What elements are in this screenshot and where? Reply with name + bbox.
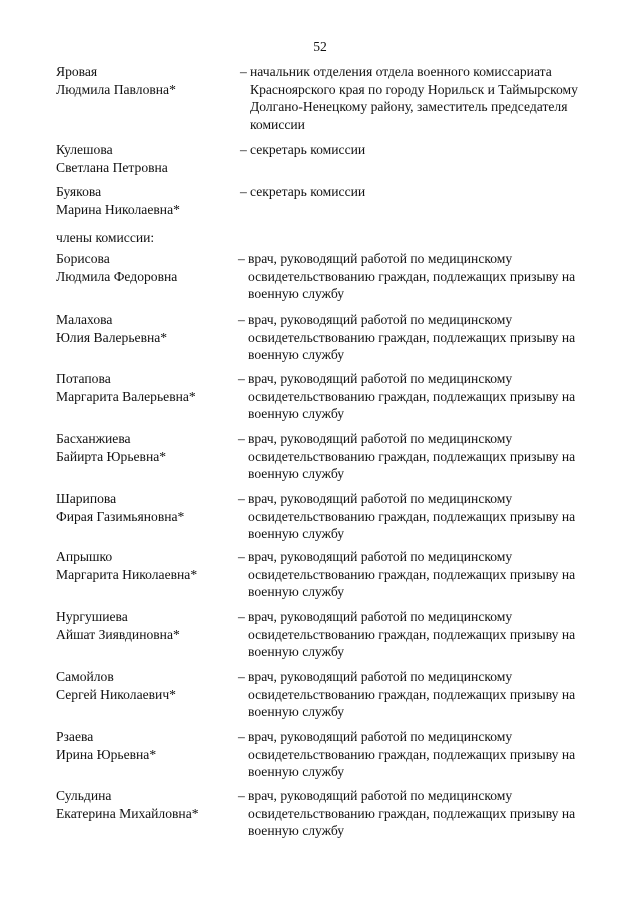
person-role-text: врач, руководящий работой по медицинскому освидетельствованию граждан, подлежащих призыву на военную службу — [248, 788, 576, 838]
person-role — [238, 311, 598, 364]
person-name — [56, 311, 238, 346]
person-role-text: врач, руководящий работой по медицинскому освидетельствованию граждан, подлежащих призыву на военную службу — [248, 729, 576, 779]
person-name — [56, 787, 238, 822]
person-surname: Малахова — [56, 312, 113, 327]
person-given-name: Людмила Федоровна — [56, 268, 178, 284]
dash-glyph: – — [238, 431, 245, 446]
person-given-name: Юлия Валерьевна* — [56, 329, 168, 345]
person-name — [56, 141, 238, 176]
person-given-name: Байирта Юрьевна* — [56, 448, 167, 464]
person-name — [56, 668, 238, 703]
person-role — [238, 728, 598, 781]
person-given-name: Ирина Юрьевна* — [56, 746, 157, 762]
person-surname: Потапова — [56, 371, 111, 386]
person-role — [238, 787, 598, 840]
dash-glyph: – — [238, 669, 245, 684]
person-role — [238, 370, 598, 423]
person-role-text: врач, руководящий работой по медицинскому освидетельствованию граждан, подлежащих призыву на военную службу — [248, 491, 576, 541]
person-surname: Рзаева — [56, 729, 94, 744]
person-surname: Нургушиева — [56, 609, 128, 624]
dash-glyph: – — [238, 788, 245, 803]
person-surname: Самойлов — [56, 669, 114, 684]
person-given-name: Екатерина Михайловна* — [56, 805, 199, 821]
person-given-name: Сергей Николаевич* — [56, 686, 176, 702]
person-role — [240, 63, 600, 133]
dash-glyph: – — [238, 491, 245, 506]
person-role-text: врач, руководящий работой по медицинскому освидетельствованию граждан, подлежащих призыву на военную службу — [248, 251, 576, 301]
person-role-text: начальник отделения отдела военного комиссариата Красноярского края по городу Норильск и Таймырскому Долгано-Ненецкому району, заместитель председателя комиссии — [250, 64, 578, 132]
person-role-text: врач, руководящий работой по медицинскому освидетельствованию граждан, подлежащих призыву на военную службу — [248, 549, 576, 599]
dash-glyph: – — [238, 371, 245, 386]
person-role-text: секретарь комиссии — [250, 184, 366, 199]
person-surname: Апрышко — [56, 549, 113, 564]
dash-glyph: – — [238, 729, 245, 744]
person-surname: Борисова — [56, 251, 110, 266]
person-surname: Басханжиева — [56, 431, 131, 446]
person-given-name: Фирая Газимьяновна* — [56, 508, 185, 524]
person-name — [56, 490, 238, 525]
dash-glyph: – — [238, 549, 245, 564]
person-surname: Сульдина — [56, 788, 112, 803]
person-role — [238, 668, 598, 721]
person-given-name: Айшат Зиявдиновна* — [56, 626, 180, 642]
person-role — [238, 250, 598, 303]
dash-glyph: – — [240, 64, 247, 79]
person-given-name: Маргарита Николаевна* — [56, 566, 198, 582]
person-role-text: врач, руководящий работой по медицинскому освидетельствованию граждан, подлежащих призыву на военную службу — [248, 312, 576, 362]
person-name — [56, 430, 238, 465]
person-name — [56, 370, 238, 405]
person-name — [56, 250, 238, 285]
person-role-text: врач, руководящий работой по медицинскому освидетельствованию граждан, подлежащих призыву на военную службу — [248, 669, 576, 719]
person-role-text: секретарь комиссии — [250, 142, 366, 157]
person-role-text: врач, руководящий работой по медицинскому освидетельствованию граждан, подлежащих призыву на военную службу — [248, 371, 576, 421]
members-heading: члены комиссии: — [56, 230, 155, 245]
person-role — [238, 430, 598, 483]
person-role-text: врач, руководящий работой по медицинскому освидетельствованию граждан, подлежащих призыву на военную службу — [248, 609, 576, 659]
dash-glyph: – — [238, 609, 245, 624]
person-name — [56, 183, 238, 218]
person-surname: Буякова — [56, 184, 102, 199]
dash-glyph: – — [240, 142, 247, 157]
person-role — [238, 490, 598, 543]
person-role — [240, 141, 600, 159]
person-given-name: Светлана Петровна — [56, 159, 168, 175]
person-given-name: Маргарита Валерьевна* — [56, 388, 196, 404]
person-given-name: Марина Николаевна* — [56, 201, 180, 217]
person-surname: Шарипова — [56, 491, 117, 506]
person-name — [56, 63, 238, 98]
person-role — [240, 183, 600, 201]
person-name — [56, 608, 238, 643]
dash-glyph: – — [238, 312, 245, 327]
page-number: 52 — [313, 39, 327, 54]
person-role — [238, 548, 598, 601]
person-name — [56, 548, 238, 583]
person-surname: Кулешова — [56, 142, 113, 157]
dash-glyph: – — [238, 251, 245, 266]
person-surname: Яровая — [56, 64, 98, 79]
person-name — [56, 728, 238, 763]
person-role — [238, 608, 598, 661]
person-given-name: Людмила Павловна* — [56, 81, 176, 97]
person-role-text: врач, руководящий работой по медицинскому освидетельствованию граждан, подлежащих призыву на военную службу — [248, 431, 576, 481]
dash-glyph: – — [240, 184, 247, 199]
